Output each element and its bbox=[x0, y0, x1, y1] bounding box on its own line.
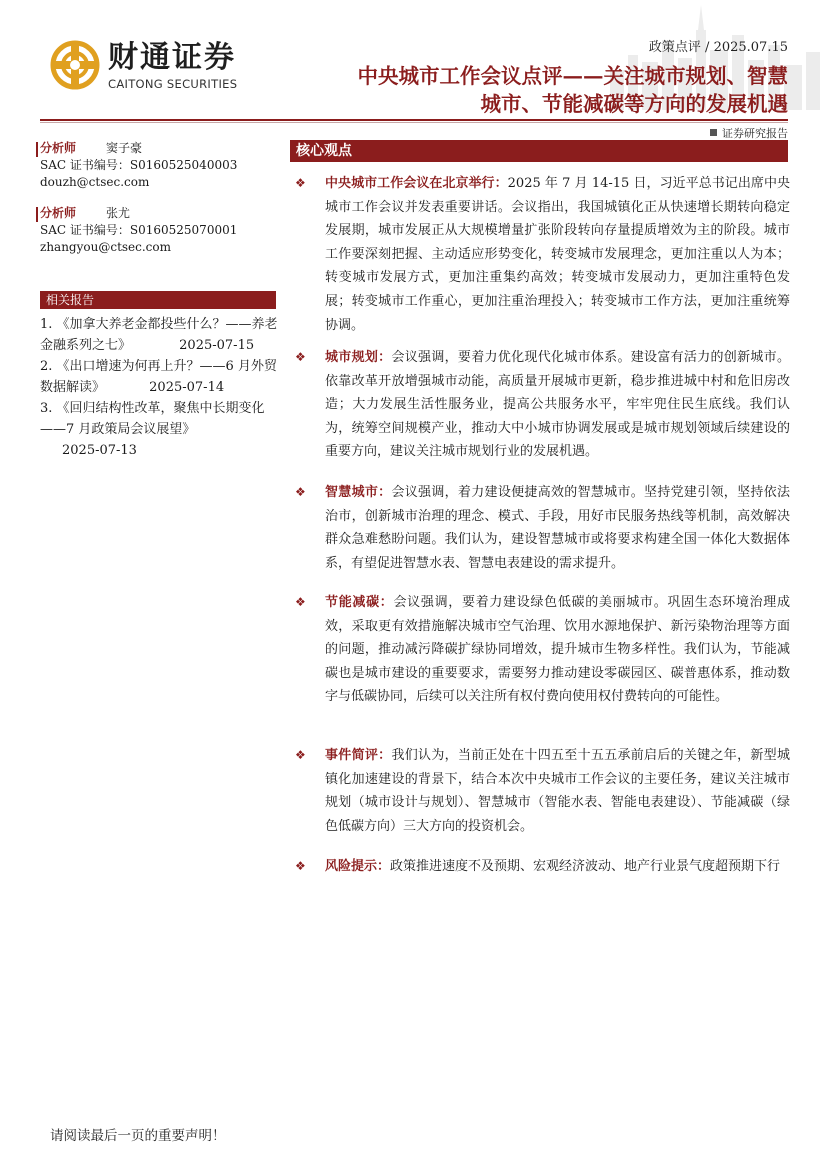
related-report-date: 2025-07-13 bbox=[62, 443, 137, 458]
report-type-label: 证券研究报告 bbox=[722, 127, 788, 140]
related-report-title: 3. 《回归结构性改革，聚焦中长期变化——7 月政策局会议展望》 bbox=[40, 401, 265, 437]
core-section bbox=[295, 172, 790, 337]
analyst-card bbox=[40, 205, 280, 256]
section-lead: 事件简评： bbox=[325, 748, 392, 763]
related-report-item[interactable] bbox=[40, 356, 280, 398]
report-type bbox=[710, 125, 788, 141]
core-section bbox=[295, 591, 790, 709]
diamond-bullet-icon: ❖ bbox=[295, 485, 306, 499]
section-lead: 城市规划： bbox=[325, 350, 392, 365]
related-report-title: 1. 《加拿大养老金都投些什么？——养老金融系列之七》 bbox=[40, 317, 278, 353]
analyst-sac: SAC 证书编号：S0160525040003 bbox=[40, 158, 238, 172]
diamond-bullet-icon: ❖ bbox=[295, 176, 306, 190]
related-reports-heading: 相关报告 bbox=[40, 291, 276, 309]
report-title-line1: 中央城市工作会议点评——关注城市规划、智慧 bbox=[357, 64, 788, 88]
related-report-title: 2. 《出口增速为何再上升？——6 月外贸数据解读》 bbox=[40, 359, 277, 395]
core-section bbox=[295, 346, 790, 464]
section-text: 我们认为，当前正处在十四五至十五五承前启后的关键之年，新型城镇化加速建设的背景下，结合本次中央城市工作会议的主要任务，建议关注城市规划（城市设计与规划）、智慧城市（智能水表、智能电表建设）、节能减碳（绿色低碳方向）三大方向的投资机会。 bbox=[325, 748, 790, 834]
analyst-role: 分析师 bbox=[40, 141, 77, 155]
section-text: 政策推进速度不及预期、宏观经济波动、地产行业景气度超预期下行 bbox=[390, 859, 781, 874]
caitong-logo-icon bbox=[50, 40, 100, 90]
header-rule bbox=[40, 119, 788, 121]
analyst-email[interactable]: douzh@ctsec.com bbox=[40, 175, 150, 189]
section-text: 会议强调，着力建设便捷高效的智慧城市。坚持党建引领，坚持依法治市，创新城市治理的理念、模式、手段，用好市民服务热线等机制，高效解决群众急难愁盼问题。我们认为，建设智慧城市或将要求构建全国一体化大数据体系，有望促进智慧水表、智慧电表建设的需求提升。 bbox=[325, 485, 790, 571]
square-icon bbox=[710, 129, 717, 136]
core-section bbox=[295, 744, 790, 838]
section-text: 2025 年 7 月 14-15 日，习近平总书记出席中央城市工作会议并发表重要讲话。会议指出，我国城镇化正从快速增长期转向稳定发展期，城市发展正从大规模增量扩张阶段转向存量提质增效为主的阶段。城市工作要深刻把握、主动适应形势变化，转变城市发展理念，更加注重以人为本；转变城市发展方式，更加注重集约高效；转变城市发展动力，更加注重特色发展；转变城市工作重心，更加注重治理投入；转变城市工作方法，更加注重统筹协调。 bbox=[325, 176, 790, 333]
disclaimer-note: 请阅读最后一页的重要声明！ bbox=[50, 1128, 226, 1144]
core-section bbox=[295, 481, 790, 575]
related-report-date: 2025-07-14 bbox=[149, 380, 225, 395]
section-text: 会议强调，要着力优化现代化城市体系。建设富有活力的创新城市。依靠改革开放增强城市动能，高质量开展城市更新，稳步推进城中村和危旧房改造；大力发展生活性服务业，提高公共服务水平，牢牢兜住民生底线。我们认为，统筹空间规模产业，推动大中小城市协调发展或是城市规划领域后续建设的重要方向，建议关注城市规划行业的发展机遇。 bbox=[325, 350, 790, 460]
brand-name-en: CAITONG SECURITIES bbox=[108, 77, 238, 91]
analyst-name: 窦子豪 bbox=[106, 141, 143, 155]
report-title bbox=[248, 62, 788, 118]
analyst-sac: SAC 证书编号：S0160525070001 bbox=[40, 223, 238, 237]
section-lead: 风险提示： bbox=[325, 859, 391, 874]
section-lead: 中央城市工作会议在北京举行： bbox=[325, 176, 508, 191]
analyst-role: 分析师 bbox=[40, 206, 77, 220]
section-lead: 节能减碳： bbox=[325, 595, 394, 610]
section-text: 会议强调，要着力建设绿色低碳的美丽城市。巩固生态环境治理成效，采取更有效措施解决城市空气治理、饮用水源地保护、新污染物治理等方面的问题，推动减污降碳扩绿协同增效，提升城市生物多样性。我们认为，节能减碳也是城市建设的重要要求，需要努力推动建设零碳园区、碳普惠体系，推动数字与低碳协同，后续可以关注所有权付费向使用权付费转向的可能性。 bbox=[325, 595, 790, 705]
analyst-email[interactable]: zhangyou@ctsec.com bbox=[40, 240, 172, 254]
analyst-bar bbox=[36, 207, 38, 222]
related-report-date: 2025-07-15 bbox=[179, 338, 255, 353]
diamond-bullet-icon: ❖ bbox=[295, 859, 306, 873]
doc-tag: 政策点评 / 2025.07.15 bbox=[648, 40, 788, 55]
diamond-bullet-icon: ❖ bbox=[295, 350, 306, 364]
analyst-name: 张尤 bbox=[106, 206, 131, 220]
core-section bbox=[295, 855, 790, 879]
header-rule-thin bbox=[40, 122, 788, 123]
section-lead: 智慧城市： bbox=[325, 485, 392, 500]
analyst-bar bbox=[36, 142, 38, 157]
analyst-card bbox=[40, 140, 280, 191]
core-views-heading: 核心观点 bbox=[290, 140, 788, 162]
diamond-bullet-icon: ❖ bbox=[295, 748, 306, 762]
diamond-bullet-icon: ❖ bbox=[295, 595, 306, 609]
related-reports-list bbox=[40, 314, 280, 461]
related-report-item[interactable] bbox=[40, 314, 280, 356]
report-title-line2: 城市、节能减碳等方向的发展机遇 bbox=[480, 92, 788, 116]
brand-name-cn: 财通证券 bbox=[108, 40, 236, 75]
related-report-item[interactable] bbox=[40, 398, 280, 461]
